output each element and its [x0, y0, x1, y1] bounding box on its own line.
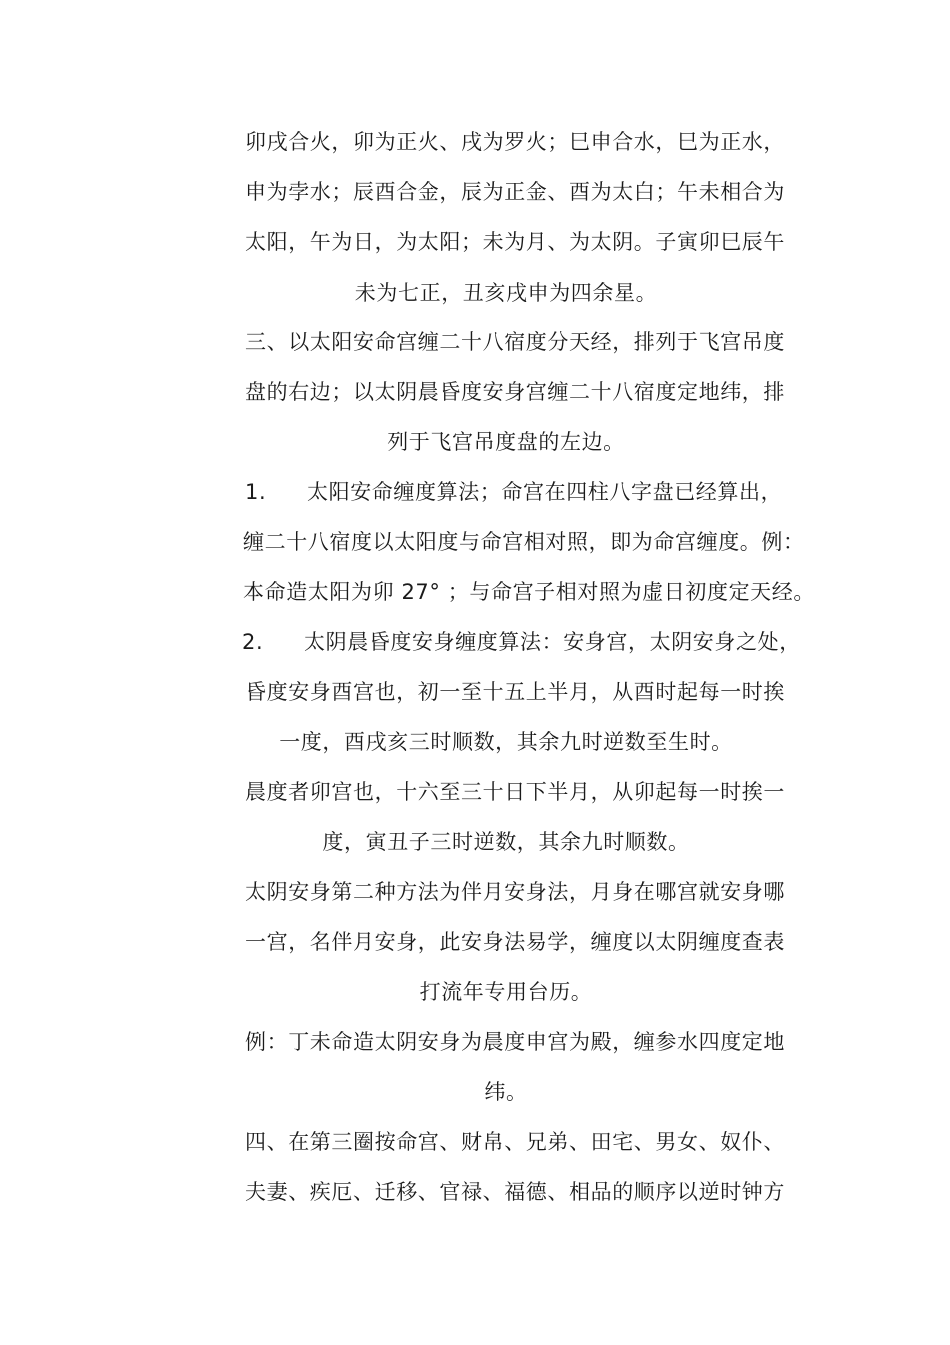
text-line: 一宫，名伴月安身，此安身法易学，缠度以太阴缠度查表	[245, 930, 785, 954]
text-line: 昏度安身酉宫也，初一至十五上半月，从酉时起每一时挨	[245, 680, 785, 704]
text-line: 未为七正，丑亥戌申为四余星。	[354, 281, 658, 305]
text-line: 列于飞宫吊度盘的左边。	[387, 430, 625, 454]
item-text: 太阴晨昏度安身缠度算法：安身宫，太阴安身之处，	[304, 630, 801, 654]
text-line: 盘的右边；以太阴晨昏度安身宫缠二十八宿度定地纬，排	[245, 380, 785, 404]
item-number: 1.	[245, 480, 267, 504]
item-text: 太阳安命缠度算法；命宫在四柱八字盘已经算出，	[307, 480, 783, 504]
text-line: 太阴安身第二种方法为伴月安身法，月身在哪宫就安身哪	[245, 880, 785, 904]
text-line: 晨度者卯宫也，十六至三十日下半月，从卯起每一时挨一	[245, 780, 785, 804]
text-line: 度，寅丑子三时逆数，其余九时顺数。	[322, 830, 690, 854]
text-line: 打流年专用台历。	[419, 980, 593, 1004]
text-line: 太阳，午为日，为太阳；未为月、为太阴。子寅卯巳辰午	[245, 230, 785, 254]
text-line: 卯戌合火，卯为正火、戌为罗火；巳申合水，巳为正水，	[245, 130, 785, 154]
section-heading-line: 三、以太阳安命宫缠二十八宿度分天经，排列于飞宫吊度	[245, 330, 785, 354]
text-line: 夫妻、疾厄、迁移、官禄、福德、相品的顺序以逆时钟方	[245, 1180, 785, 1204]
text-line: 缠二十八宿度以太阳度与命宫相对照，即为命宫缠度。例：	[243, 530, 805, 554]
example-line: 例：丁未命造太阴安身为晨度申宫为殿，缠参水四度定地	[245, 1030, 785, 1054]
numbered-item-1	[245, 475, 782, 509]
numbered-item-2	[242, 625, 801, 659]
item-number: 2.	[242, 630, 264, 654]
text-line: 一度，酉戌亥三时顺数，其余九时逆数至生时。	[279, 730, 733, 754]
text-line: 本命造太阳为卯 27° ；与命宫子相对照为虚日初度定天经。	[243, 580, 815, 604]
text-line: 纬。	[484, 1080, 528, 1104]
section-heading-line: 四、在第三圈按命宫、财帛、兄弟、田宅、男女、奴仆、	[245, 1130, 785, 1154]
text-line: 申为孛水；辰酉合金，辰为正金、酉为太白；午未相合为	[245, 180, 785, 204]
